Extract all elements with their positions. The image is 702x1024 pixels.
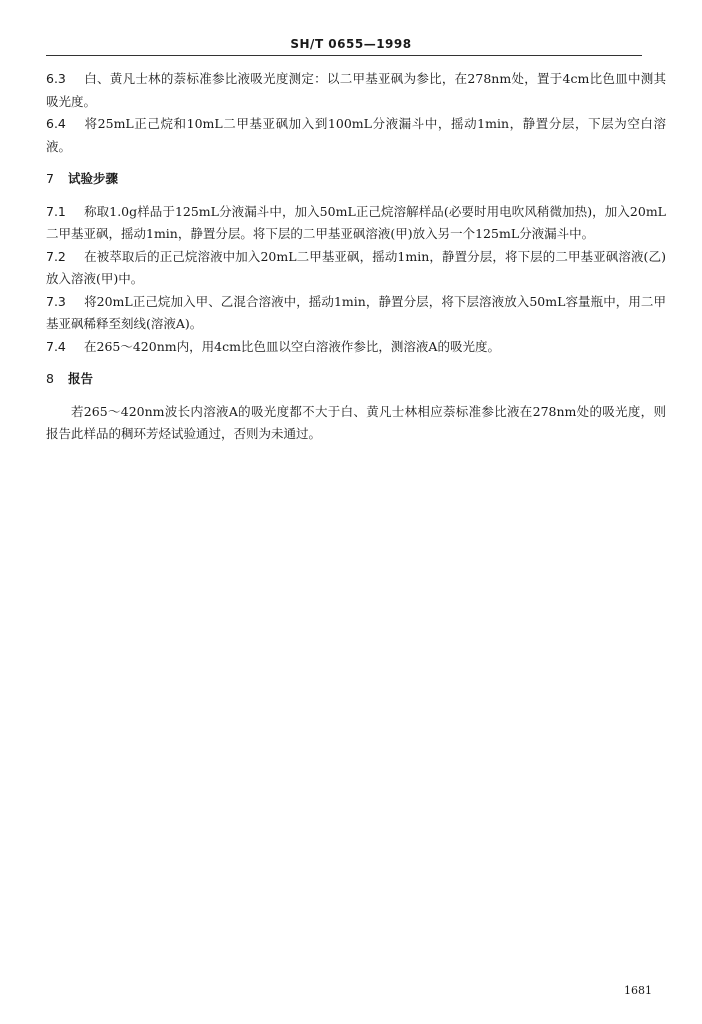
clause-text: 称取1.0g样品于125mL分液漏斗中，加入50mL正己烷溶解样品(必要时用电吹风稍微加热)，加入20mL二甲基亚砜，摇动1min，静置分层。将下层的二甲基亚砜溶液(甲)放入另一个125mL分液漏斗中。 xyxy=(46,203,666,241)
clause-text: 在265～420nm内，用4cm比色皿以空白溶液作参比，测溶液A的吸光度。 xyxy=(84,338,500,354)
clause-number: 7.4 xyxy=(46,338,66,354)
clause-7-3 xyxy=(46,291,666,336)
clause-number: 7.3 xyxy=(46,293,66,309)
clause-number: 6.4 xyxy=(46,116,66,131)
section-number: 7 xyxy=(46,171,54,186)
section-number: 8 xyxy=(46,371,54,386)
clause-7-2 xyxy=(46,246,666,291)
standard-code-header: SH/T 0655—1998 xyxy=(290,37,412,51)
document-body xyxy=(46,68,666,446)
section-heading-8 xyxy=(46,368,666,391)
section-title: 试验步骤 xyxy=(68,171,119,186)
clause-number: 6.3 xyxy=(46,71,66,86)
section-heading-7 xyxy=(46,168,666,191)
clause-number: 7.2 xyxy=(46,248,66,264)
clause-7-4 xyxy=(46,336,666,359)
section-title: 报告 xyxy=(68,371,94,386)
page-number: 1681 xyxy=(624,984,652,997)
clause-6-3 xyxy=(46,68,666,113)
clause-text: 将25mL正己烷和10mL二甲基亚砜加入到100mL分液漏斗中，摇动1min，静置分层，下层为空白溶液。 xyxy=(46,116,666,154)
report-paragraph: 若265～420nm波长内溶液A的吸光度都不大于白、黄凡士林相应萘标准参比液在278nm处的吸光度，则报告此样品的稠环芳烃试验通过，否则为未通过。 xyxy=(46,403,666,441)
header-divider xyxy=(46,55,642,56)
clause-text: 白、黄凡士林的萘标准参比液吸光度测定：以二甲基亚砜为参比，在278nm处，置于4cm比色皿中测其吸光度。 xyxy=(46,71,666,109)
clause-text: 将20mL正己烷加入甲、乙混合溶液中，摇动1min，静置分层，将下层溶液放入50mL容量瓶中，用二甲基亚砜稀释至刻线(溶液A)。 xyxy=(46,293,666,331)
clause-number: 7.1 xyxy=(46,203,66,219)
clause-6-4 xyxy=(46,113,666,158)
clause-7-1 xyxy=(46,201,666,246)
clause-text: 在被萃取后的正己烷溶液中加入20mL二甲基亚砜，摇动1min，静置分层，将下层的二甲基亚砜溶液(乙)放入溶液(甲)中。 xyxy=(46,248,666,286)
